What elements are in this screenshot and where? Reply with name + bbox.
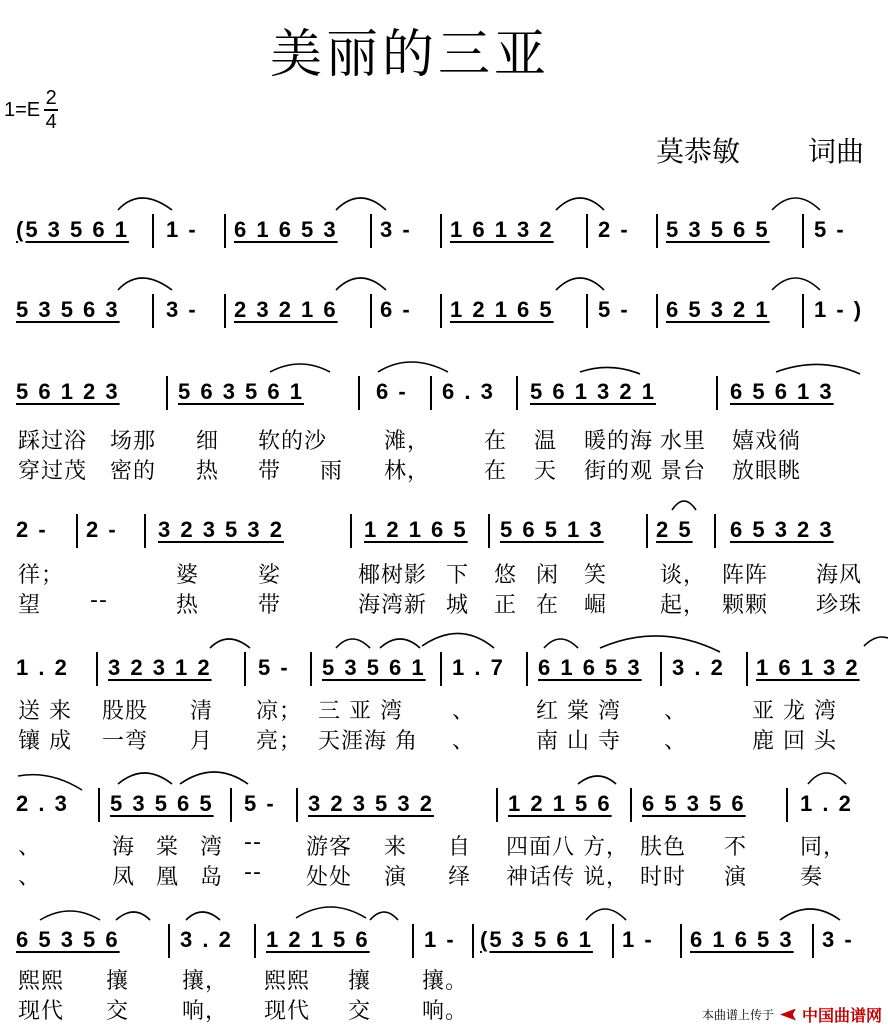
time-signature — [44, 88, 58, 132]
lyric-word: 亚 龙 湾 — [752, 699, 837, 724]
measure: 5 6 5 1 3 — [500, 517, 604, 542]
lyric-word: 密的 — [110, 459, 157, 484]
lyrics-row-3-verse-2 — [0, 724, 888, 754]
lyric-word: 现代 — [18, 999, 65, 1024]
lyric-word: 在 — [484, 459, 508, 484]
measure: 3 . 2 — [672, 655, 725, 680]
measure: 3 2 3 1 2 — [108, 655, 212, 680]
lyric-word: 现代 — [264, 999, 311, 1024]
lyric-word: 婆 — [176, 563, 200, 588]
measure: 5 - — [814, 217, 846, 242]
lyric-word: -- — [90, 588, 108, 613]
measure: 6 5 3 2 1 — [666, 297, 770, 322]
lyric-word: 凰 — [156, 865, 180, 890]
measure: 1 6 1 3 2 — [756, 655, 860, 680]
measure: 5 - — [244, 791, 276, 816]
lyric-word: 、 — [18, 835, 42, 860]
measure: 5 3 5 6 5 — [110, 791, 214, 816]
measure: 3 . 2 — [180, 927, 233, 952]
measure: 5 - — [258, 655, 290, 680]
lyric-word: 湾 — [200, 835, 224, 860]
lyric-word: 热 — [196, 459, 220, 484]
measure: 1 2 1 6 5 — [450, 297, 554, 322]
site-logo-icon — [780, 1009, 796, 1021]
measure: 6 1 6 5 3 — [234, 217, 338, 242]
lyric-word: 娑 — [258, 563, 282, 588]
lyric-word: 海湾新 — [358, 593, 428, 618]
measure: (5 3 5 6 1 — [480, 927, 593, 952]
time-denominator: 4 — [45, 111, 57, 133]
lyric-word: 凉； — [256, 699, 303, 724]
lyric-word: 游客 — [306, 835, 353, 860]
measure: 6 - — [376, 379, 408, 404]
lyric-word: 月 — [190, 729, 214, 754]
lyric-word: 在 — [536, 593, 560, 618]
lyric-word: 嬉戏徜 — [732, 429, 802, 454]
measure: 2 3 2 1 6 — [234, 297, 338, 322]
lyric-word: 不 — [724, 835, 748, 860]
measure: 6 . 3 — [442, 379, 495, 404]
measure: 5 3 5 6 1 — [322, 655, 426, 680]
lyric-word: 同， — [800, 835, 847, 860]
lyrics-row-3-verse-1 — [0, 694, 888, 724]
lyrics-row-1-verse-2 — [0, 454, 888, 484]
measure: 6 - — [380, 297, 412, 322]
footer-note: 本曲谱上传于 — [701, 1008, 774, 1022]
measure: 2 - — [598, 217, 630, 242]
lyric-word: 红 棠 湾 — [536, 699, 621, 724]
lyric-word: -- — [244, 860, 262, 885]
measure: 5 6 1 2 3 — [16, 379, 120, 404]
lyric-word: 林， — [384, 459, 431, 484]
lyric-word: 一弯 — [102, 729, 149, 754]
lyric-word: 三 亚 湾 — [318, 699, 403, 724]
measure: 1 2 1 5 6 — [266, 927, 370, 952]
lyric-word: 绎 — [448, 865, 472, 890]
lyric-word: 、 — [18, 865, 42, 890]
measure: 3 2 3 5 3 2 — [308, 791, 434, 816]
measure: 6 5 3 5 6 — [16, 927, 120, 952]
key-prefix: 1=E — [4, 98, 41, 121]
measure: 6 1 6 5 3 — [538, 655, 642, 680]
lyric-word: 暖的海 — [584, 429, 654, 454]
measure: 1 6 1 3 2 — [450, 217, 554, 242]
measure: 5 6 3 5 6 1 — [178, 379, 304, 404]
measure: 1 . 2 — [16, 655, 69, 680]
lyric-word: 细 — [196, 429, 220, 454]
lyric-word: 响。 — [422, 999, 469, 1024]
lyrics-row-1-verse-1 — [0, 424, 888, 454]
measure: 3 2 3 5 3 2 — [158, 517, 284, 542]
lyric-word: 熙熙 — [18, 969, 65, 994]
lyrics-row-5-verse-1 — [0, 964, 888, 994]
lyric-word: 穿过茂 — [18, 459, 88, 484]
lyric-word: 软的沙 — [258, 429, 328, 454]
lyric-word: 响， — [182, 999, 229, 1024]
measure: 6 1 6 5 3 — [690, 927, 794, 952]
lyric-word: 阵阵 — [722, 563, 769, 588]
lyric-word: 踩过浴 — [18, 429, 88, 454]
measure: 1 2 1 6 5 — [364, 517, 468, 542]
measure: 6 5 3 2 3 — [730, 517, 834, 542]
measure: 3 - — [822, 927, 854, 952]
lyric-word: 处处 — [306, 865, 353, 890]
lyric-word: 闲 — [536, 563, 560, 588]
staff-row-7 — [0, 922, 888, 958]
lyric-word: 温 — [534, 429, 558, 454]
key-signature — [4, 88, 58, 132]
lyric-word: 神话传 说， — [506, 865, 629, 890]
lyric-word: 时时 — [640, 865, 687, 890]
measure: 6 5 6 1 3 — [730, 379, 834, 404]
lyric-word: 望 — [18, 593, 42, 618]
measure: (5 3 5 6 1 — [16, 217, 129, 242]
lyric-word: 街的观 — [584, 459, 654, 484]
measure: 1 2 1 5 6 — [508, 791, 612, 816]
measure: 6 5 3 5 6 — [642, 791, 746, 816]
lyric-word: 攘 — [106, 969, 130, 994]
lyric-word: 颗颗 — [722, 593, 769, 618]
lyric-word: 水里 — [660, 429, 707, 454]
lyric-word: 、 — [452, 729, 476, 754]
measure: 2 - — [16, 517, 48, 542]
lyric-word: 肤色 — [640, 835, 687, 860]
measure: 1 . 2 — [800, 791, 853, 816]
measure: 2 5 — [656, 517, 693, 542]
song-title: 美丽的三亚 — [269, 25, 550, 85]
lyric-word: 攘。 — [422, 969, 469, 994]
lyric-word: 雨 — [320, 459, 344, 484]
measure: 2 - — [86, 517, 118, 542]
lyric-word: 四面八 方， — [506, 835, 629, 860]
lyric-word: 岛 — [200, 865, 224, 890]
lyric-word: 攘， — [182, 969, 229, 994]
lyric-word: 椰树影 — [358, 563, 428, 588]
lyric-word: 景台 — [660, 459, 707, 484]
lyric-word: 棠 — [156, 835, 180, 860]
measure: 1 - — [166, 217, 198, 242]
lyric-word: 珍珠 — [816, 593, 863, 618]
staff-row-4 — [0, 512, 888, 548]
lyric-word: 清 — [190, 699, 214, 724]
staff-row-2 — [0, 292, 888, 328]
measure: 3 - — [166, 297, 198, 322]
lyric-word: 起， — [660, 593, 707, 618]
measure: 1 - ) — [814, 297, 864, 322]
lyric-word: 镶 成 — [18, 729, 72, 754]
credit-role: 词曲 — [808, 135, 865, 168]
measure: 5 6 1 3 2 1 — [530, 379, 656, 404]
lyric-word: 交 — [348, 999, 372, 1024]
measure: 3 - — [380, 217, 412, 242]
lyric-word: 城 — [446, 593, 470, 618]
lyrics-row-2-verse-2 — [0, 588, 888, 618]
lyric-word: 来 — [384, 835, 408, 860]
lyric-word: 演 — [724, 865, 748, 890]
measure: 1 . 7 — [452, 655, 505, 680]
site-logo-text: 中国曲谱网 — [801, 1006, 882, 1025]
time-numerator: 2 — [45, 87, 57, 109]
lyric-word: 、 — [452, 699, 476, 724]
composer-name: 莫恭敏 — [656, 135, 741, 168]
lyric-word: 攘 — [348, 969, 372, 994]
lyrics-row-4-verse-1 — [0, 830, 888, 860]
lyric-word: 天涯海 角 — [318, 729, 418, 754]
lyric-word: 凤 — [112, 865, 136, 890]
lyric-word: 送 来 — [18, 699, 72, 724]
lyric-word: 鹿 回 头 — [752, 729, 837, 754]
lyric-word: 正 — [494, 593, 518, 618]
lyric-word: -- — [244, 830, 262, 855]
lyric-word: 场那 — [110, 429, 157, 454]
lyric-word: 奏 — [800, 865, 824, 890]
lyrics-row-2-verse-1 — [0, 558, 888, 588]
lyric-word: 、 — [664, 729, 688, 754]
lyric-word: 悠 — [494, 563, 518, 588]
lyric-word: 徉； — [18, 563, 65, 588]
measure: 5 3 5 6 5 — [666, 217, 770, 242]
measure: 1 - — [622, 927, 654, 952]
lyric-word: 交 — [106, 999, 130, 1024]
lyric-word: 股股 — [102, 699, 149, 724]
measure: 5 3 5 6 3 — [16, 297, 120, 322]
measure: 1 - — [424, 927, 456, 952]
lyric-word: 南 山 寺 — [536, 729, 621, 754]
lyric-word: 演 — [384, 865, 408, 890]
lyric-word: 亮； — [256, 729, 303, 754]
lyrics-row-4-verse-2 — [0, 860, 888, 890]
staff-row-1 — [0, 212, 888, 248]
lyric-word: 热 — [176, 593, 200, 618]
lyric-word: 笑 — [584, 563, 608, 588]
lyric-word: 带 — [258, 593, 282, 618]
lyric-word: 海风 — [816, 563, 863, 588]
lyric-word: 滩， — [384, 429, 431, 454]
lyric-word: 下 — [446, 563, 470, 588]
lyric-word: 海 — [112, 835, 136, 860]
lyric-word: 熙熙 — [264, 969, 311, 994]
lyric-word: 、 — [664, 699, 688, 724]
lyric-word: 放眼眺 — [732, 459, 802, 484]
lyric-word: 自 — [448, 835, 472, 860]
lyric-word: 天 — [534, 459, 558, 484]
measure: 2 . 3 — [16, 791, 69, 816]
staff-row-3 — [0, 374, 888, 410]
staff-row-5 — [0, 650, 888, 686]
lyric-word: 崛 — [584, 593, 608, 618]
site-footer — [702, 1003, 882, 1026]
lyric-word: 在 — [484, 429, 508, 454]
lyric-word: 谈， — [660, 563, 707, 588]
measure: 5 - — [598, 297, 630, 322]
staff-row-6 — [0, 786, 888, 822]
lyric-word: 带 — [258, 459, 282, 484]
